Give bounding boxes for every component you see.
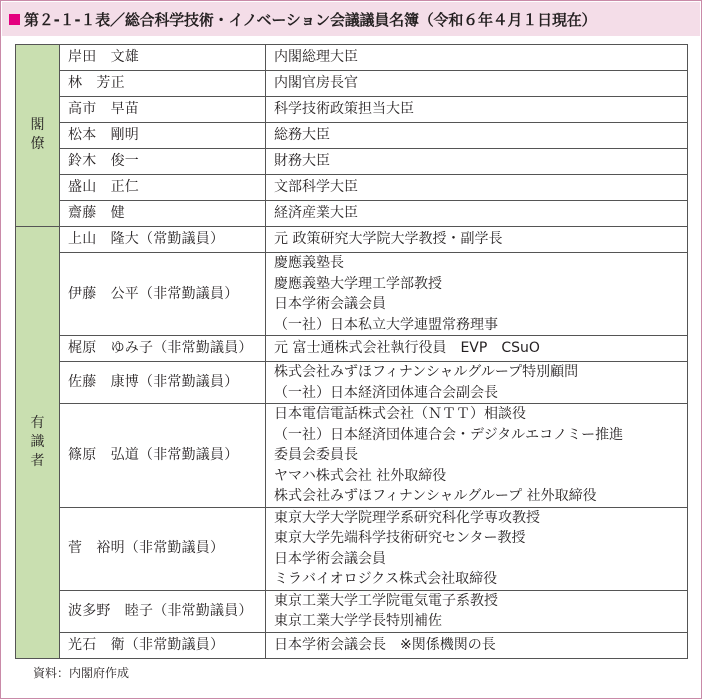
table-row [16,45,688,71]
table-row [16,149,688,175]
member-position [266,404,688,508]
member-name: 岸田 文雄 [60,45,266,71]
position-line: （一社）日本経済団体連合会副会長 [274,384,498,401]
table-row [16,253,688,336]
member-name: 伊藤 公平（非常勤議員） [60,253,266,336]
member-position: 経済産業大臣 [266,201,688,227]
position-line: 元 政策研究大学院大学教授・副学長 [274,231,503,248]
member-position: 内閣総理大臣 [266,45,688,71]
member-position [266,632,688,658]
member-position [266,336,688,362]
position-line: ヤマハ株式会社 社外取締役 [274,467,447,484]
member-position: 内閣官房長官 [266,71,688,97]
member-name: 光石 衛（非常勤議員） [60,632,266,658]
member-position [266,590,688,632]
title-bar [2,2,700,36]
position-line: 慶應義塾長 [274,255,344,271]
position-line: 東京大学先端科学技術研究センター教授 [274,530,526,546]
table-row [16,201,688,227]
position-line: 日本電信電話株式会社（ＮＴＴ）相談役 [274,406,526,422]
position-line: 慶應義塾大学理工学部教授 [274,275,442,292]
table-row [16,97,688,123]
member-name: 松本 剛明 [60,123,266,149]
position-line: 東京工業大学学長特別補佐 [274,613,442,629]
group-label-ministers [16,45,60,227]
group-label-text: 閣僚 [30,117,45,153]
position-line: 株式会社みずほフィナンシャルグループ 社外取締役 [274,488,597,504]
member-name: 齋藤 健 [60,201,266,227]
member-position: 総務大臣 [266,123,688,149]
position-line: 日本学術会議会員 [274,550,386,567]
member-name: 盛山 正仁 [60,175,266,201]
table-row [16,227,688,253]
position-line: 株式会社みずほフィナンシャルグループ特別顧問 [274,364,579,380]
group-label-text: 有識者 [30,414,45,469]
table-row [16,404,688,508]
group-label-experts [16,227,60,659]
member-name: 波多野 睦子（非常勤議員） [60,590,266,632]
member-table [15,44,688,659]
position-line: 日本学術会議会員 [274,296,386,312]
member-name: 梶原 ゆみ子（非常勤議員） [60,336,266,362]
position-line: （一社）日本経済団体連合会・デジタルエコノミー推進 [274,426,624,443]
member-position [266,362,688,404]
position-line: 日本学術会議会長 ※関係機関の長 [274,636,496,653]
table-title: 第２-１-１表／総合科学技術・イノベーション会議議員名簿（令和６年４月１日現在） [24,10,597,29]
member-name: 佐藤 康博（非常勤議員） [60,362,266,404]
position-line: 東京大学大学院理学系研究科化学専攻教授 [274,509,540,526]
table-row [16,632,688,658]
position-line: 東京工業大学工学院電気電子系教授 [274,592,498,609]
member-name: 鈴木 俊一 [60,149,266,175]
member-position [266,227,688,253]
table-row [16,175,688,201]
member-position: 財務大臣 [266,149,688,175]
table-row [16,507,688,590]
member-position [266,507,688,590]
table-row [16,590,688,632]
member-position: 科学技術政策担当大臣 [266,97,688,123]
member-name: 林 芳正 [60,71,266,97]
source-note: 資料：内閣府作成 [33,666,130,680]
square-bullet-icon [9,14,20,25]
member-name: 篠原 弘道（非常勤議員） [60,404,266,508]
member-name: 高市 早苗 [60,97,266,123]
table-row [16,336,688,362]
member-position [266,253,688,336]
table-row [16,123,688,149]
position-line: （一社）日本私立大学連盟常務理事 [274,316,498,333]
member-name: 菅 裕明（非常勤議員） [60,507,266,590]
position-line: 元 富士通株式会社執行役員 EVP CSuO [274,340,540,357]
position-line: 委員会委員長 [274,447,358,463]
position-line: ミラバイオロジクス株式会社取締役 [274,571,498,587]
table-row [16,71,688,97]
member-position: 文部科学大臣 [266,175,688,201]
member-name: 上山 隆大（常勤議員） [60,227,266,253]
table-row [16,362,688,404]
